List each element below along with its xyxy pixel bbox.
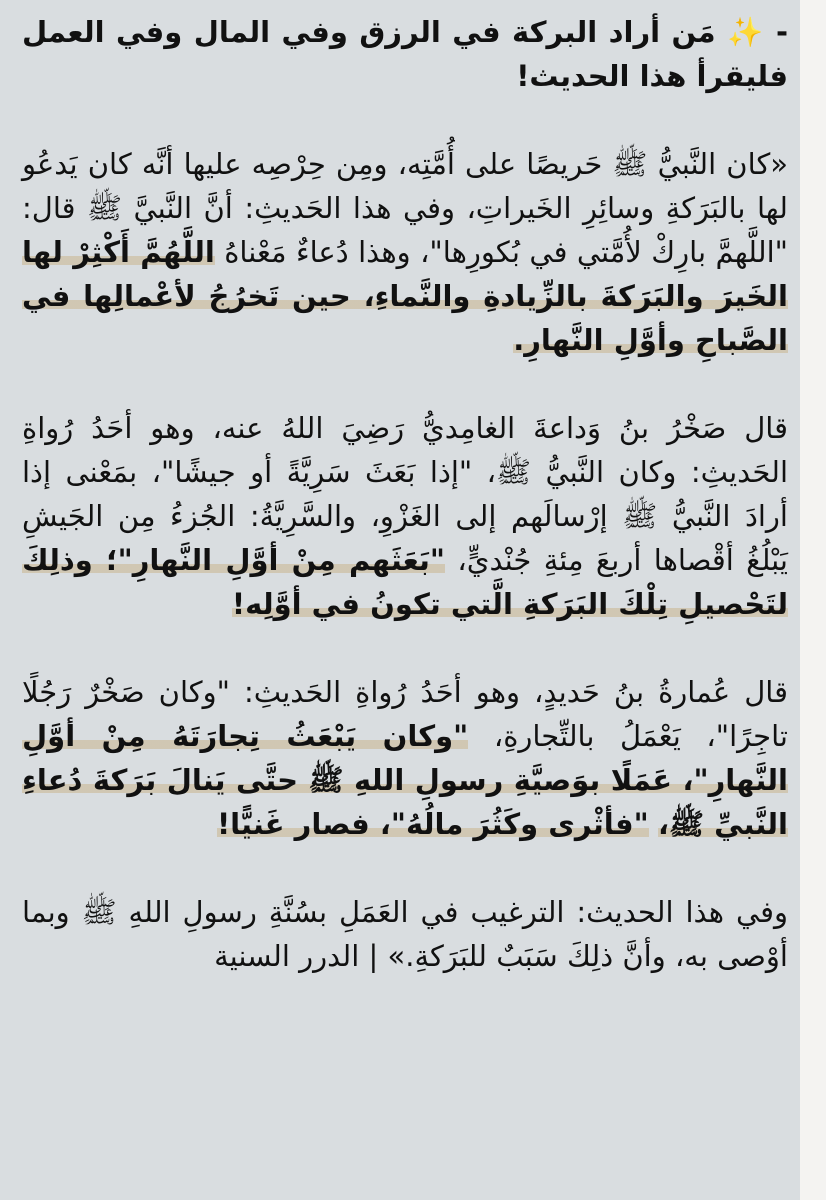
paragraph-1-highlight: اللَّهُمَّ أَكْثِرْ لها الخَيرَ والبَرَكةَ بالزِّيادةِ والنَّماءِ، حين تَخرُجُ لأعْمالِها في الصَّباحِ وأوَّلِ النَّهارِ. (22, 235, 788, 357)
title-text: مَن أراد البركة في الرزق وفي المال وفي العمل فليقرأ هذا الحديث! (22, 15, 788, 93)
page-margin (800, 0, 826, 1200)
paragraph-3-separator (649, 807, 658, 841)
paragraph-2-text: قال صَخْرُ بنُ وَداعةَ الغامِديُّ رَضِيَ اللهُ عنه، وهو أحَدُ رُواةِ الحَديثِ: وكان النَّبيُّ ﷺ، "إذا بَعَثَ سَرِيَّةً أو جيشًا"، بمَعْنى إذا أرادَ النَّبيُّ ﷺ إرْسالَهم إلى الغَزْوِ، والسَّرِيَّةُ: الجُزءُ مِن الجَيشِ يَبْلُغُ أقْصاها أربعَ مِئةِ جُنْديٍّ، (22, 411, 788, 577)
paragraph-3 (22, 670, 788, 846)
paragraph-4-text: وفي هذا الحديث: الترغيب في العَمَلِ بسُنَّةِ رسولِ اللهِ ﷺ وبما أوْصى به، وأنَّ ذلِكَ سَبَبٌ للبَرَكةِ.» | الدرر السنية (22, 895, 788, 973)
paragraph-1-text: «كان النَّبيُّ ﷺ حَريصًا على أُمَّتِه، ومِن حِرْصِه عليها أنَّه كان يَدعُو لها بالبَرَكةِ وسائِرِ الخَيراتِ، وفي هذا الحَديثِ: أنَّ النَّبيَّ ﷺ قال: "اللَّهمَّ بارِكْ لأُمَّتي في بُكورِها"، وهذا دُعاءٌ مَعْناهُ (22, 147, 789, 269)
paragraph-2-highlight: "بَعَثَهم مِنْ أوَّلِ النَّهارِ"؛ وذلِكَ لتَحْصيلِ تِلْكَ البَرَكةِ الَّتي تكونُ في أوَّلِه! (22, 543, 788, 621)
list-dash: - (775, 15, 789, 49)
sparkles-icon: ✨ (727, 15, 765, 49)
paragraph-4 (22, 890, 788, 978)
paragraph-3-highlight-2: "فأثْرى وكَثُرَ مالُهُ"، فصار غَنيًّا! (216, 807, 649, 841)
paragraph-3-text: قال عُمارةُ بنُ حَديدٍ، وهو أحَدُ رُواةِ الحَديثِ: "وكان صَخْرٌ رَجُلًا تاجِرًا"، يَعْمَلُ بالتِّجارةِ، (22, 675, 788, 753)
post-title (22, 10, 788, 98)
paragraph-1 (22, 142, 788, 362)
paragraph-2 (22, 406, 788, 626)
paragraph-3-highlight-1: "وكان يَبْعَثُ تِجارَتَهُ مِنْ أوَّلِ النَّهارِ"، عَمَلًا بوَصيَّةِ رسولِ اللهِ ﷺ حتَّى يَنالَ بَرَكةَ دُعاءِ النَّبيِّ ﷺ، (22, 719, 788, 841)
